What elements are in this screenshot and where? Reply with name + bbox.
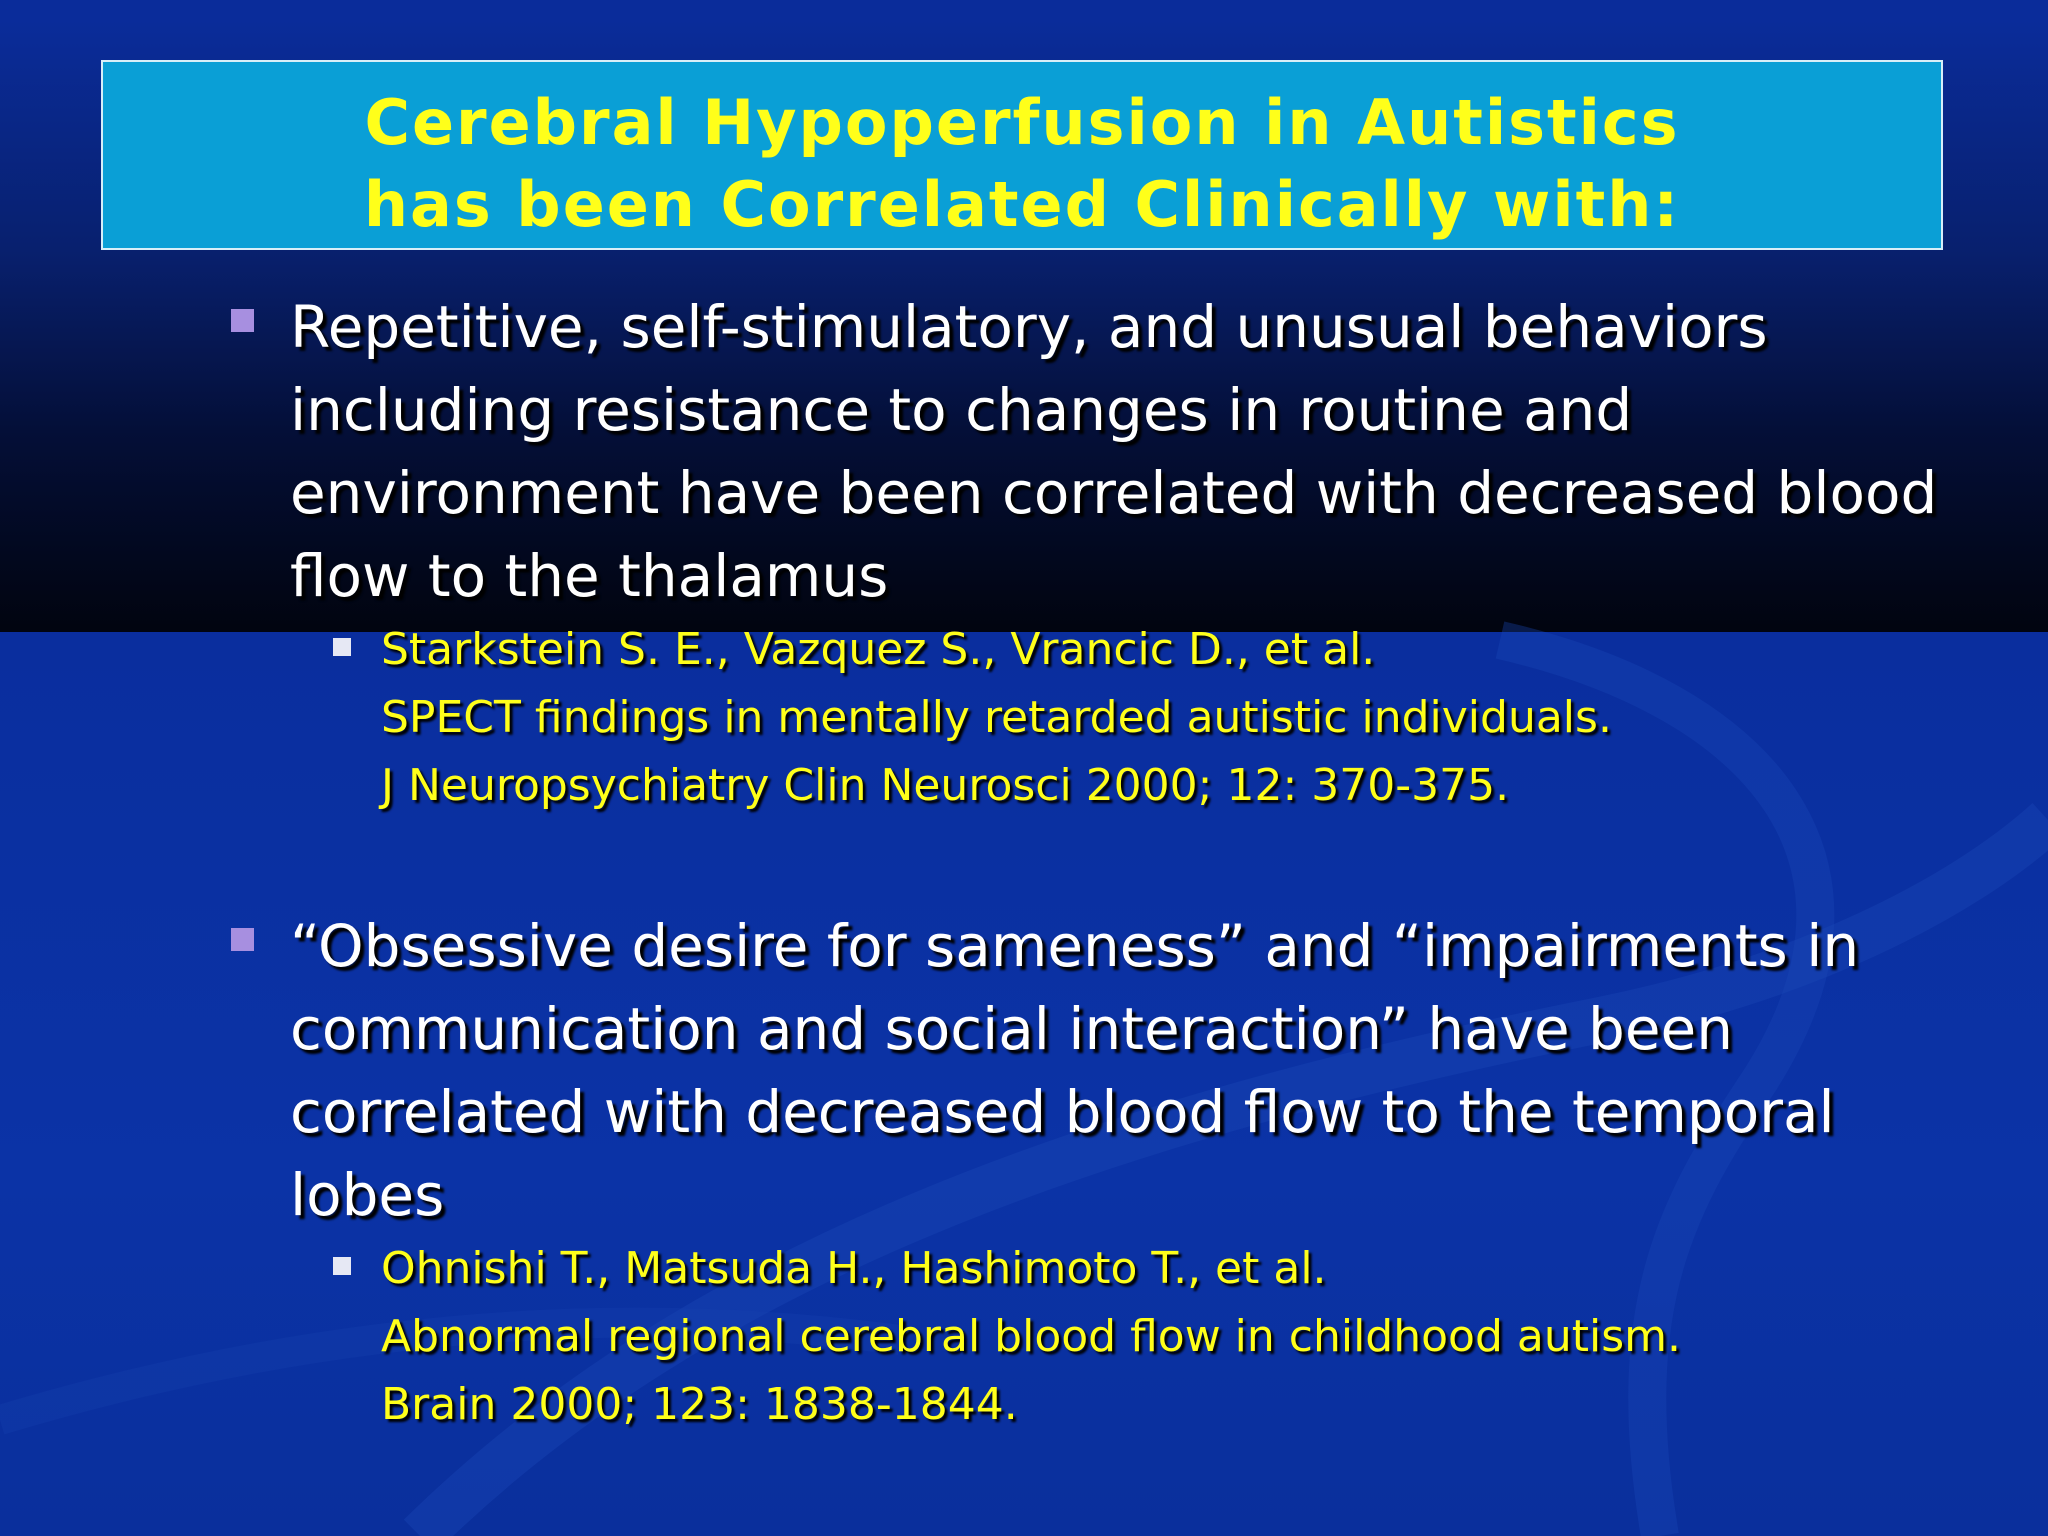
sub-bullet-square-icon bbox=[333, 638, 351, 656]
reference-2-line: Ohnishi T., Matsuda H., Hashimoto T., et al. bbox=[381, 1243, 1327, 1294]
bullet-1-line: Repetitive, self-stimulatory, and unusual behaviors bbox=[290, 293, 1768, 361]
bullet-1-text bbox=[290, 286, 1990, 618]
reference-1-line: Starkstein S. E., Vazquez S., Vrancic D., et al. bbox=[381, 624, 1376, 675]
bullet-2-line: lobes bbox=[290, 1161, 445, 1229]
reference-1-line: SPECT findings in mentally retarded autistic individuals. bbox=[381, 692, 1612, 743]
reference-2-line: Abnormal regional cerebral blood flow in childhood autism. bbox=[381, 1311, 1681, 1362]
bullet-2-line: communication and social interaction” have been bbox=[290, 995, 1734, 1063]
bullet-2-text bbox=[290, 905, 1990, 1237]
title-line-1: Cerebral Hypoperfusion in Autistics bbox=[364, 86, 1680, 159]
title-box bbox=[101, 60, 1943, 250]
bullet-square-icon bbox=[231, 928, 254, 951]
title-line-2: has been Correlated Clinically with: bbox=[363, 168, 1681, 241]
bullet-square-icon bbox=[231, 309, 254, 332]
reference-1-line: J Neuropsychiatry Clin Neurosci 2000; 12: 370-375. bbox=[381, 760, 1510, 811]
bullet-1-line: including resistance to changes in routine and bbox=[290, 376, 1633, 444]
bullet-1-line: flow to the thalamus bbox=[290, 542, 889, 610]
bullet-1-line: environment have been correlated with decreased blood bbox=[290, 459, 1938, 527]
bullet-2-line: “Obsessive desire for sameness” and “impairments in bbox=[290, 912, 1860, 980]
reference-2 bbox=[381, 1235, 1981, 1439]
sub-bullet-square-icon bbox=[333, 1257, 351, 1275]
bullet-2-line: correlated with decreased blood flow to the temporal bbox=[290, 1078, 1835, 1146]
reference-1 bbox=[381, 616, 1981, 820]
reference-2-line: Brain 2000; 123: 1838-1844. bbox=[381, 1379, 1018, 1430]
